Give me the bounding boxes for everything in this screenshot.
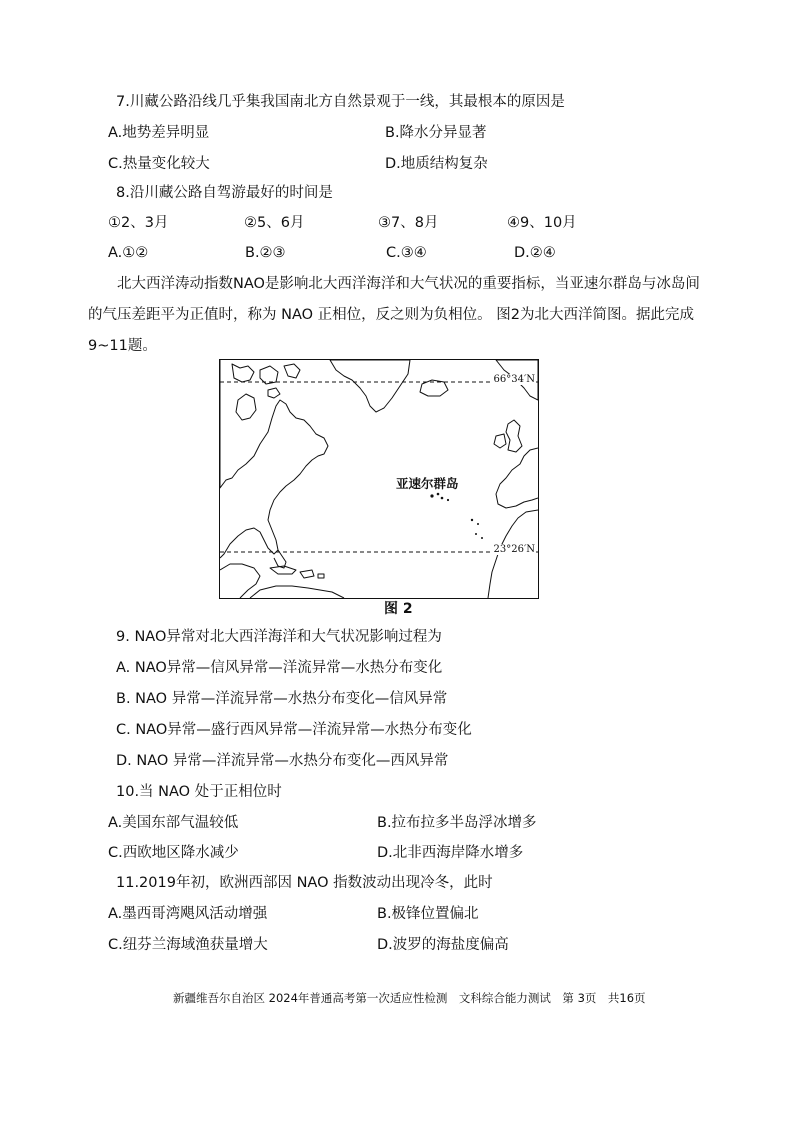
question-11-option-c: C.纽芬兰海域渔获量增大 bbox=[108, 937, 268, 953]
question-11-option-a: A.墨西哥湾飓风活动增强 bbox=[108, 906, 268, 922]
arctic-island-1 bbox=[232, 364, 254, 382]
passage-text: 北大西洋涛动指数NAO是影响北大西洋海洋和大气状况的重要指标，当亚速尔群岛与冰岛间的气压差距平为正值时，称为 NAO 正相位，反之则为负相位。 图2为北大西洋简图。据此完成 9~11题。 bbox=[88, 276, 700, 354]
hispaniola bbox=[300, 570, 314, 578]
arctic-island-2 bbox=[260, 366, 278, 384]
ireland bbox=[494, 434, 506, 448]
question-8-option-c: C.③④ bbox=[386, 245, 427, 261]
latitude-label-south: 23°26′N bbox=[493, 544, 535, 555]
question-7-option-d: D.地质结构复杂 bbox=[385, 156, 488, 172]
page-footer: 新疆维吾尔自治区 2024年普通高考第一次适应性检测 文科综合能力测试 第 3页 共16页 bbox=[173, 991, 646, 1005]
europe-iberia bbox=[496, 448, 538, 508]
question-9-stem: 9. NAO异常对北大西洋海洋和大气状况影响过程为 bbox=[116, 629, 442, 645]
canada-landmass bbox=[220, 360, 328, 558]
north-atlantic-map bbox=[219, 359, 539, 599]
question-8-choice-4: ④9、10月 bbox=[507, 215, 577, 231]
great-britain bbox=[506, 420, 522, 452]
question-8-choice-3: ③7、8月 bbox=[378, 215, 439, 231]
question-7-stem: 7.川藏公路沿线几乎集我国南北方自然景观于一线，其最根本的原因是 bbox=[116, 94, 565, 110]
question-10-option-a: A.美国东部气温较低 bbox=[108, 815, 239, 831]
azores-islands-marks bbox=[430, 493, 449, 501]
question-9-option-b: B. NAO 异常—洋流异常—水热分布变化—信风异常 bbox=[116, 691, 448, 707]
question-11-option-d: D.波罗的海盐度偏高 bbox=[377, 937, 509, 953]
question-10-option-b: B.拉布拉多半岛浮冰增多 bbox=[377, 815, 537, 831]
question-7-option-c: C.热量变化较大 bbox=[108, 156, 210, 172]
question-10-stem: 10.当 NAO 处于正相位时 bbox=[116, 784, 282, 800]
puerto-rico bbox=[318, 574, 324, 578]
greenland bbox=[330, 360, 410, 412]
question-7-option-a: A.地势差异明显 bbox=[108, 125, 210, 141]
question-9-option-c: C. NAO异常—盛行西风异常—洋流异常—水热分布变化 bbox=[116, 722, 472, 738]
question-9-option-a: A. NAO异常—信风异常—洋流异常—水热分布变化 bbox=[116, 660, 443, 676]
canary-islands-marks bbox=[471, 519, 483, 539]
central-america bbox=[220, 564, 260, 598]
question-11-stem: 11.2019年初，欧洲西部因 NAO 指数波动出现冷冬，此时 bbox=[116, 875, 493, 891]
figure-caption: 图 2 bbox=[384, 601, 413, 617]
question-8-option-b: B.②③ bbox=[245, 245, 286, 261]
azores-label: 亚速尔群岛 bbox=[396, 476, 459, 491]
question-9-option-d: D. NAO 异常—洋流异常—水热分布变化—西风异常 bbox=[116, 753, 449, 769]
arctic-island-4 bbox=[284, 364, 300, 378]
question-7-option-b: B.降水分异显著 bbox=[385, 125, 487, 141]
question-8-option-d: D.②④ bbox=[514, 245, 556, 261]
hudson-bay bbox=[236, 394, 256, 420]
north-atlantic-map-drawing bbox=[220, 360, 538, 598]
question-11-option-b: B.极锋位置偏北 bbox=[377, 906, 479, 922]
south-america bbox=[250, 586, 344, 598]
question-10-option-c: C.西欧地区降水减少 bbox=[108, 845, 239, 861]
question-8-choice-2: ②5、6月 bbox=[244, 215, 305, 231]
question-8-choice-1: ①2、3月 bbox=[108, 215, 169, 231]
question-8-stem: 8.沿川藏公路自驾游最好的时间是 bbox=[116, 185, 333, 201]
arctic-island-3 bbox=[268, 388, 280, 398]
question-8-option-a: A.①② bbox=[108, 245, 149, 261]
question-10-option-d: D.北非西海岸降水增多 bbox=[377, 845, 524, 861]
latitude-label-north: 66°34′N bbox=[493, 374, 535, 385]
